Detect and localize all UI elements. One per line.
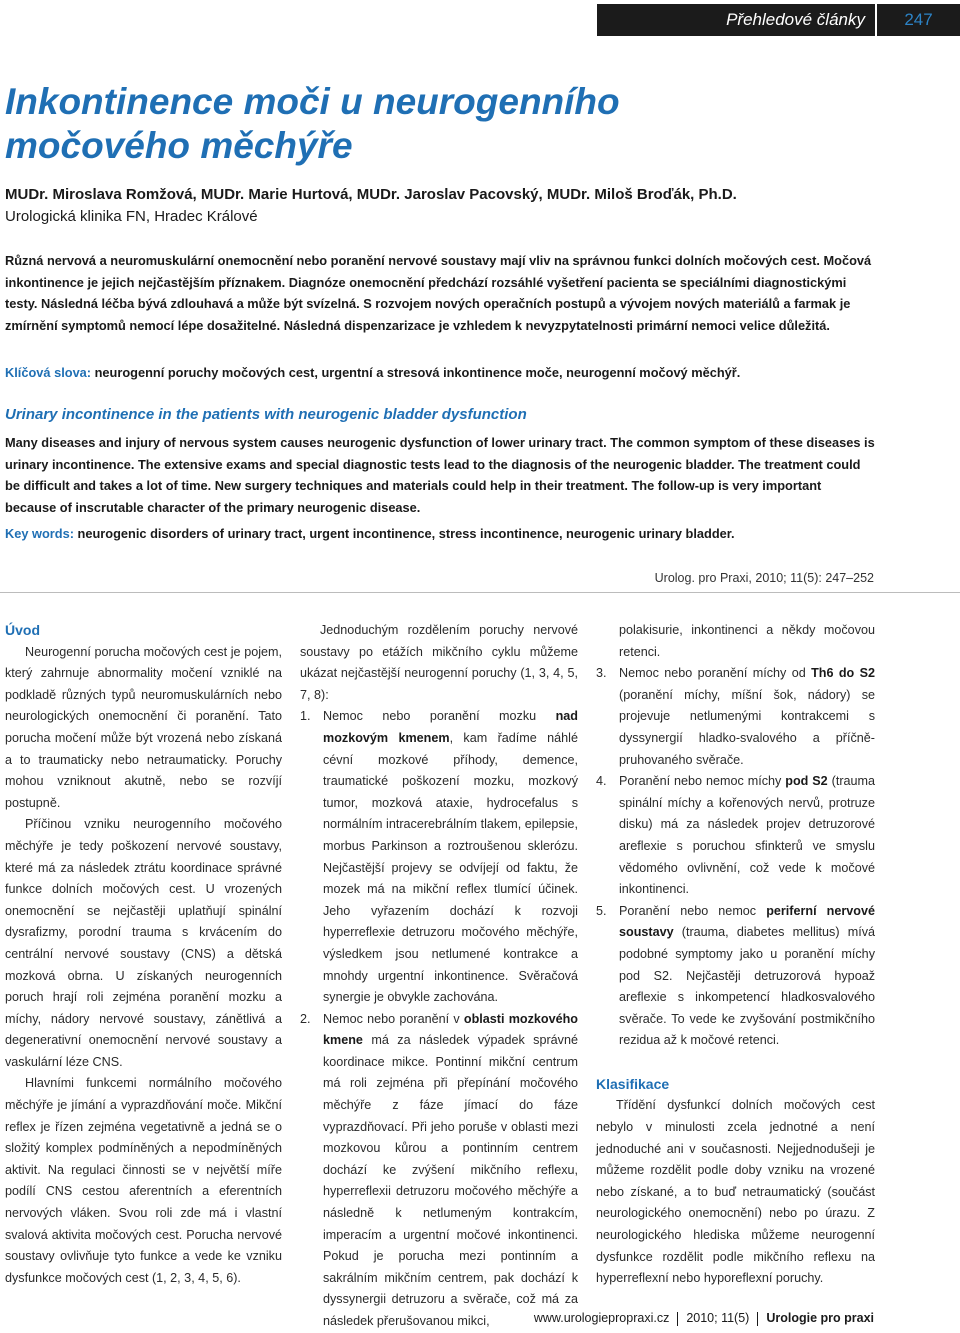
keywords-label: Key words: [5, 526, 74, 541]
list-text: Poranění nebo nemoc míchy [619, 774, 786, 789]
list-item [596, 771, 875, 901]
list-text: (trauma, diabetes mellitus) mívá podobné symptomy jako u poranění míchy pod S2. Nejčastěji detruzorová hypoaž areflexie s inkompetencí hladkosvalového svěrače. To vede ke zvyšování postmikčního rezidua až k močové retenci. [619, 925, 875, 1048]
list-text: (poranění míchy, míšní šok, nádory) se projevuje netlumenými kontrakcemi s dyssynergií hladko-svalového a příčně-pruhovaného svěrače. [619, 687, 875, 767]
list-item [596, 901, 875, 1052]
footer-journal: Urologie pro praxi [766, 1311, 874, 1325]
footer-separator [677, 1312, 678, 1326]
list-text: , kam řadíme náhlé cévní mozkové příhody, demence, traumatické poškození mozku, mozkový tumor, mozková ataxie, hydrocefalus s normálním intracerebrálním tlakem, epilepsie, morbus Parkinson a roztroušenou sklerózu. Nejčastější projevy se odvíjejí od faktu, že mozek má na mikční reflex tlumící účinek. Jeho vyřazením dochází k rozvoji hyperreflexie detruzoru močového měchýře, výsledkem jsou netlumené kontrakce a mnohdy urgentní inkontinence. Svěračová synergie je obvykle zachována. [323, 730, 578, 1005]
page-number: 247 [904, 10, 933, 29]
list-number: 2. [300, 1011, 311, 1026]
list-item [300, 706, 578, 1008]
paragraph: Hlavními funkcemi normálního močového měchýře je jímání a vyprazdňování moče. Mikční reflex je řízen zejména vegetativně a jedná se o složitý komplex podmíněných a nepodmíněných aktivit. Na regulaci činnosti se v největší míře podílí CNS cestou aferentních a eferentních nervových vláken. Svou roli zde má i vlastní svalová aktivita močových cest. Porucha nervové soustavy ovlivňuje tyto funkce a vede ke vzniku dysfunkce močových cest (1, 2, 3, 4, 5, 6). [5, 1076, 282, 1285]
footer-url[interactable]: www.urologiepropraxi.cz [533, 1311, 670, 1325]
title-line: močového měchýře [5, 125, 353, 166]
list-number: 5. [596, 903, 607, 918]
affiliation: Urologická klinika FN, Hradec Králové [5, 208, 258, 225]
list-text: Poranění nebo nemoc [619, 903, 767, 918]
footer-separator [757, 1312, 758, 1326]
list-text: (trauma spinální míchy a kořenových nervů, protruze disku) má za následek projev detruzorové areflexie s poruchou sfinkterů ve smyslu vědomého ovlivnění, což vede k močové inkontinenci. [619, 774, 876, 897]
footer-issue: 2010; 11(5) [686, 1311, 750, 1325]
keywords-text: neurogenní poruchy močových cest, urgentní a stresová inkontinence moče, neurogenní močový měchýř. [91, 365, 741, 380]
list-text: Nemoc nebo poranění míchy od [619, 666, 812, 681]
abstract-en: Many diseases and injury of nervous system causes neurogenic dysfunction of lower urinary tract. The common symptom of these diseases is urinary incontinence. The extensive exams and special diagnostic tests lead to the diagnosis of the neurogenic bladder. The treatment could be difficult and takes a lot of time. New surgery techniques and materials could help in their treatment. The follow-up is very important because of inscrutable character of the primary neurogenic disease. [5, 435, 875, 515]
authors: MUDr. Miroslava Romžová, MUDr. Marie Hurtová, MUDr. Jaroslav Pacovský, MUDr. Miloš Broďák, Ph.D. [5, 186, 737, 203]
list-emphasis: Th6 do S2 [811, 666, 875, 681]
list-item [300, 1009, 578, 1333]
paragraph: Příčinou vzniku neurogenního močového měchýře je tedy poškození nervové soustavy, které má za následek ztrátu koordinace správné funkce dolních močových cest. U vrozených onemocnění se nejčastěji uplatňují spinální dysrafizmy, porodní trauma s krvácením do centrální nervové soustavy (CNS) a dětská mozková obrna. U získaných neurogenních poruch hrají roli zejména poranění mozku a míchy, nádory nervové soustavy, zánětlivá a degenerativní onemocnění nervové soustavy a vaskulární léze CNS. [5, 817, 282, 1069]
section-label: Přehledové články [726, 10, 865, 29]
section-heading: Klasifikace [596, 1075, 670, 1092]
list-text: Nemoc nebo poranění mozku [323, 709, 556, 724]
keywords-en [5, 523, 735, 544]
list-continuation: polakisurie, inkontinenci a někdy močovou retenci. [619, 623, 875, 659]
list-text: Nemoc nebo poranění v [323, 1011, 464, 1026]
list-number: 3. [596, 666, 607, 681]
list-emphasis: pod S2 [785, 774, 828, 789]
list-emphasis: nad mozkovým kmenem [323, 709, 578, 745]
paragraph: Třídění dysfunkcí dolních močových cest nebylo v minulosti zcela jednotné a není jednoduché ani v současnosti. Nejjednodušeji je můžeme rozdělit podle doby vzniku na vrozené nebo získané, a to buď netraumatický (součást neurologického onemocnění) nebo po úrazu. Z neurologického hlediska můžeme neurogenní dysfunkce rozdělit podle mikčního reflexu na hyperreflexní nebo hyporeflexní poruchy. [596, 1098, 875, 1286]
citation: Urolog. pro Praxi, 2010; 11(5): 247–252 [654, 571, 874, 585]
keywords-cz [5, 362, 740, 383]
section-heading: Úvod [5, 622, 40, 638]
divider-line [0, 592, 960, 593]
column-2 [300, 620, 578, 1333]
column-3 [596, 620, 875, 1290]
keywords-text: neurogenic disorders of urinary tract, urgent incontinence, stress incontinence, neurogenic urinary bladder. [73, 526, 735, 541]
list-emphasis: periferní nervové soustavy [619, 903, 875, 940]
article-title [5, 80, 620, 168]
disorder-list [300, 706, 578, 1332]
list-number: 1. [300, 709, 311, 724]
footer [534, 1311, 874, 1326]
list-item [596, 663, 875, 771]
english-title: Urinary incontinence in the patients with neurogenic bladder dysfunction [5, 406, 527, 423]
list-emphasis: oblasti mozkového kmene [323, 1011, 578, 1048]
column-1 [5, 620, 282, 1289]
keywords-label: Klíčová slova: [5, 365, 92, 380]
paragraph: Neurogenní porucha močových cest je pojem, který zahrnuje abnormality močení vzniklé na podkladě různých typů neuromuskulárních nebo neurologických onemocnění či poranění. Tato porucha močení může být vrozená nebo získaná a to traumaticky nebo netraumaticky. Poruchy mohou vzniknout akutně, nebo se rozvíjí postupně. [5, 644, 282, 810]
paragraph: Jednoduchým rozdělením poruchy nervové soustavy po etážích mikčního cyklu můžeme ukázat nejčastější neurogenní poruchy (1, 3, 4, 5, 7, 8): [300, 623, 578, 702]
abstract-cz: Různá nervová a neuromuskulární onemocnění nebo poranění nervové soustavy mají vliv na správnou funkci dolních močových cest. Močová inkontinence je jejich nejčastějším příznakem. Diagnóze onemocnění předchází rozsáhlé vyšetření pacienta se speciálními diagnostickými testy. Následná léčba bývá zdlouhavá a může být svízelná. S rozvojem nových operačních postupů a vývojem nových materiálů a farmak je zmírnění symptomů nemocí lépe dosažitelné. Následná dispenzarizace je vzhledem k nevyzpytatelnosti primární nemoci velice důležitá. [5, 253, 872, 333]
disorder-list [596, 663, 875, 1052]
list-text: má za následek výpadek správné koordinace mikce. Pontinní mikční centrum má roli zejména při přepínání močového měchýře z fáze jímací do fáze vyprazdňovací. Při jeho poruše v oblasti mezi mozkovou kůrou a pontinním centrem dochází ke zvýšení mikčního reflexu, hyperreflexii detruzoru močového měchýře a následně k netlumeným kontrakcím, imperacím a urgentní močové inkontinenci. Pokud je porucha mezi pontinním a sakrálním mikčním centrem, pak dochází k dyssynergii detruzoru a svěrače, což má za následek přerušovanou mikci, [323, 1033, 578, 1328]
list-number: 4. [596, 774, 607, 789]
title-line: Inkontinence moči u neurogenního [5, 81, 620, 122]
